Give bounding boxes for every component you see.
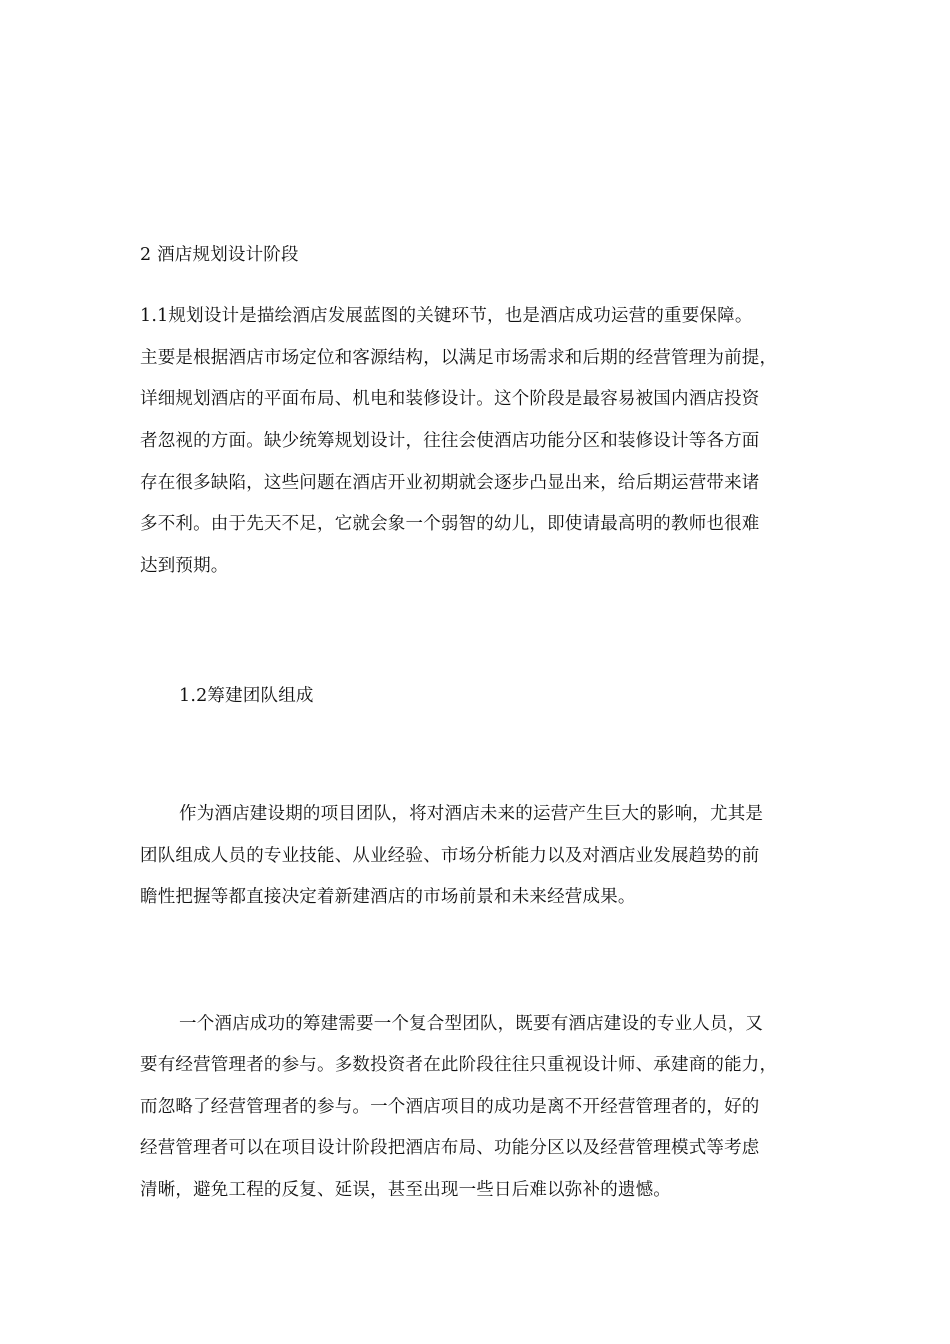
paragraph-3-line-1: 一个酒店成功的筹建需要一个复合型团队，既要有酒店建设的专业人员，又: [179, 1014, 764, 1034]
paragraph-1-line-3: 详细规划酒店的平面布局、机电和装修设计。这个阶段是最容易被国内酒店投资: [140, 389, 760, 409]
paragraph-1-line-7: 达到预期。: [140, 556, 229, 576]
paragraph-3-line-2: 要有经营管理者的参与。多数投资者在此阶段往往只重视设计师、承建商的能力，: [140, 1055, 778, 1075]
paragraph-3-line-5: 清晰，避免工程的反复、延误，甚至出现一些日后难以弥补的遗憾。: [140, 1180, 671, 1200]
paragraph-1-line-1: 1.1规划设计是描绘酒店发展蓝图的关键环节，也是酒店成功运营的重要保障。: [140, 306, 753, 326]
section-heading: 2 酒店规划设计阶段: [140, 245, 299, 265]
paragraph-1-line-5: 存在很多缺陷，这些问题在酒店开业初期就会逐步凸显出来，给后期运营带来诸: [140, 473, 760, 493]
paragraph-1-line-4: 者忽视的方面。缺少统筹规划设计，往往会使酒店功能分区和装修设计等各方面: [140, 431, 760, 451]
subheading: 1.2筹建团队组成: [179, 686, 314, 706]
paragraph-3-line-3: 而忽略了经营管理者的参与。一个酒店项目的成功是离不开经营管理者的，好的: [140, 1097, 760, 1117]
paragraph-3-line-4: 经营管理者可以在项目设计阶段把酒店布局、功能分区以及经营管理模式等考虑: [140, 1138, 760, 1158]
paragraph-2-line-1: 作为酒店建设期的项目团队，将对酒店未来的运营产生巨大的影响，尤其是: [179, 804, 764, 824]
paragraph-2-line-3: 瞻性把握等都直接决定着新建酒店的市场前景和未来经营成果。: [140, 887, 636, 907]
paragraph-2-line-2: 团队组成人员的专业技能、从业经验、市场分析能力以及对酒店业发展趋势的前: [140, 846, 760, 866]
paragraph-1-line-2: 主要是根据酒店市场定位和客源结构，以满足市场需求和后期的经营管理为前提，: [140, 348, 778, 368]
paragraph-1-line-6: 多不利。由于先天不足，它就会象一个弱智的幼儿，即使请最高明的教师也很难: [140, 514, 760, 534]
